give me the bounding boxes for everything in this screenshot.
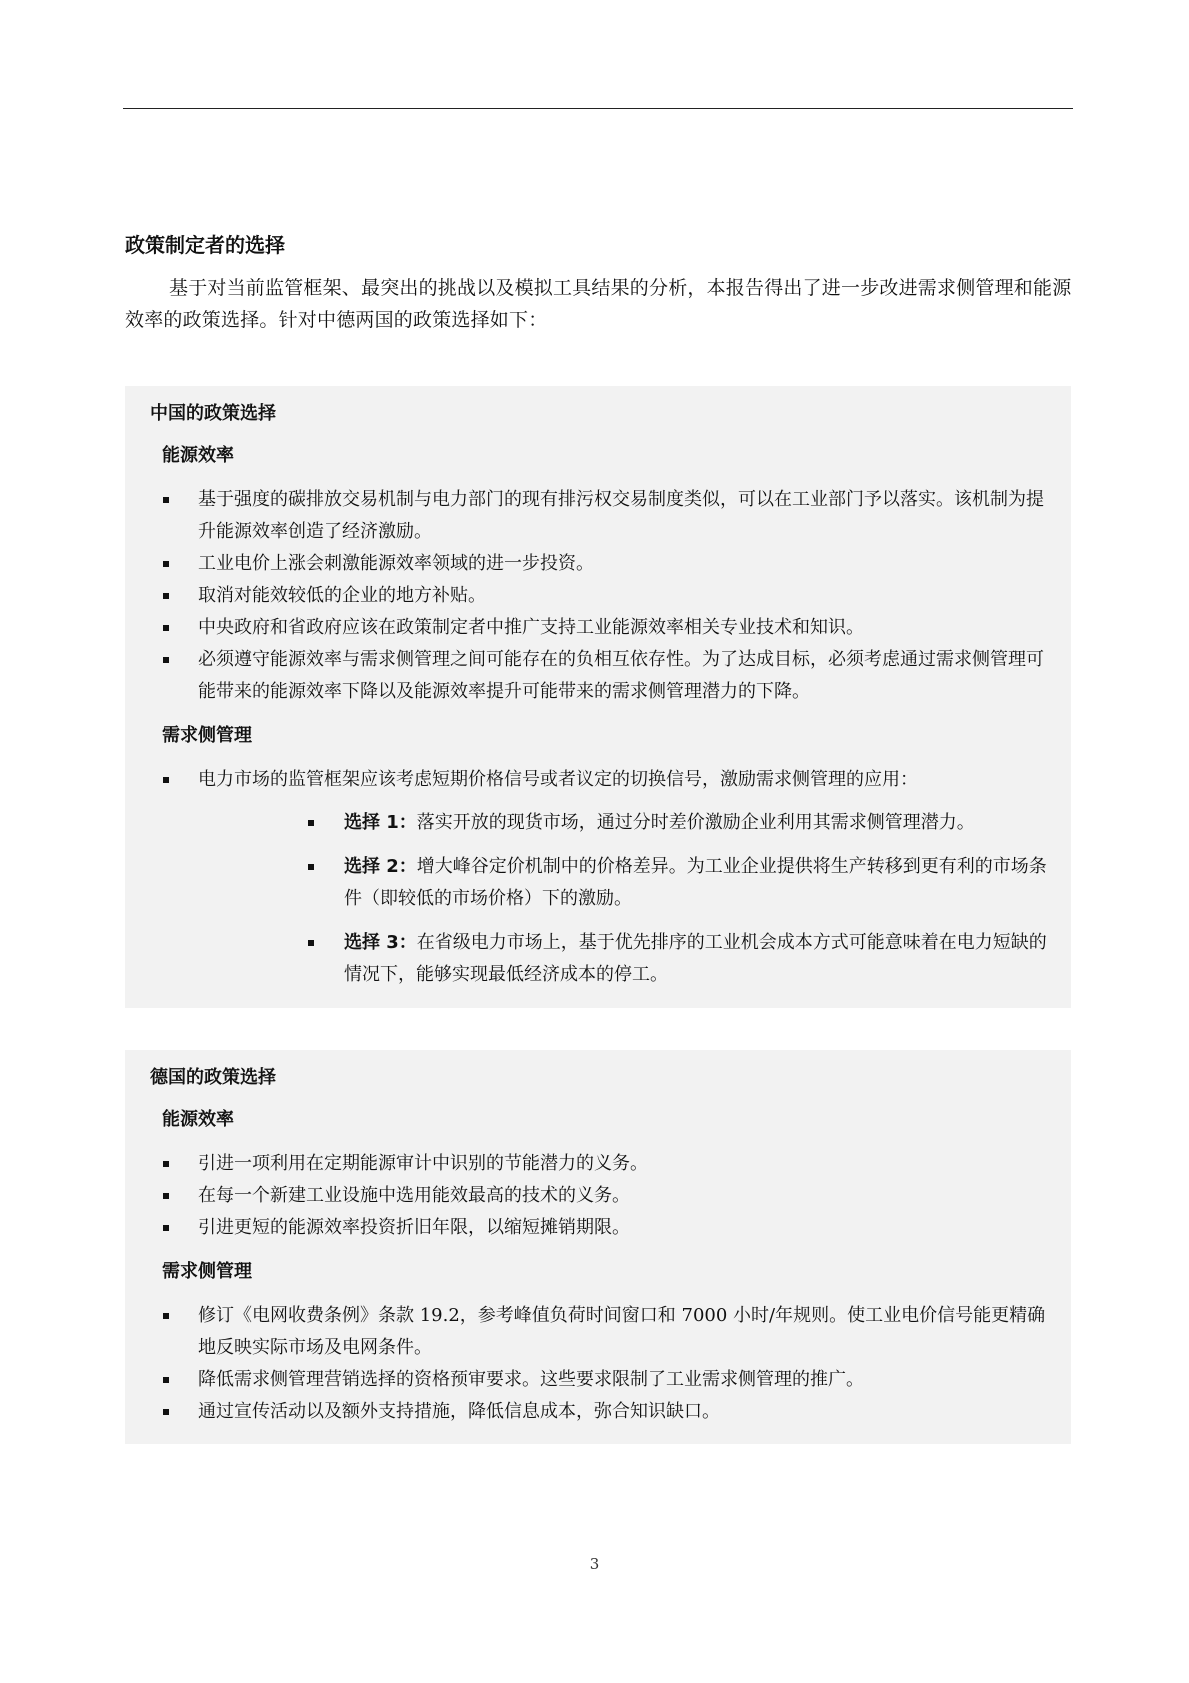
- option-label: 选择 3：: [344, 932, 417, 953]
- china-box-title: 中国的政策选择: [150, 403, 276, 424]
- section-heading: 政策制定者的选择: [125, 233, 285, 257]
- list-item: 基于强度的碳排放交易机制与电力部门的现有排污权交易制度类似，可以在工业部门予以落实。该机制为提升能源效率创造了经济激励。: [163, 484, 1055, 548]
- china-ee-list: [163, 484, 1055, 708]
- header-rule: [123, 108, 1073, 109]
- list-item: 引进更短的能源效率投资折旧年限，以缩短摊销期限。: [163, 1212, 1055, 1244]
- bullet-icon: [163, 777, 169, 783]
- china-dsm-list: [163, 764, 1055, 796]
- bullet-icon: [163, 1409, 169, 1415]
- china-ee-title: 能源效率: [162, 445, 234, 466]
- china-dsm-options: [308, 807, 1055, 1003]
- china-dsm-title: 需求侧管理: [162, 725, 252, 746]
- intro-paragraph: 基于对当前监管框架、最突出的挑战以及模拟工具结果的分析，本报告得出了进一步改进需求侧管理和能源效率的政策选择。针对中德两国的政策选择如下：: [125, 277, 1072, 331]
- option-item: [308, 927, 1055, 991]
- bullet-icon: [163, 1161, 169, 1167]
- list-item: 通过宣传活动以及额外支持措施，降低信息成本，弥合知识缺口。: [163, 1396, 1055, 1428]
- list-item: 在每一个新建工业设施中选用能效最高的技术的义务。: [163, 1180, 1055, 1212]
- list-item: 降低需求侧管理营销选择的资格预审要求。这些要求限制了工业需求侧管理的推广。: [163, 1364, 1055, 1396]
- germany-box-title: 德国的政策选择: [150, 1067, 276, 1088]
- page-number: 3: [589, 1555, 600, 1573]
- china-policy-box: [125, 386, 1071, 1008]
- germany-ee-list: [163, 1148, 1055, 1244]
- bullet-icon: [163, 593, 169, 599]
- germany-dsm-list: [163, 1300, 1055, 1428]
- bullet-icon: [163, 561, 169, 567]
- option-text: 在省级电力市场上，基于优先排序的工业机会成本方式可能意味着在电力短缺的情况下，能够实现最低经济成本的停工。: [344, 932, 1047, 985]
- bullet-icon: [163, 1225, 169, 1231]
- bullet-icon: [163, 1377, 169, 1383]
- option-text: 增大峰谷定价机制中的价格差异。为工业企业提供将生产转移到更有利的市场条件（即较低的市场价格）下的激励。: [344, 856, 1047, 909]
- list-item: 中央政府和省政府应该在政策制定者中推广支持工业能源效率相关专业技术和知识。: [163, 612, 1055, 644]
- list-item: 必须遵守能源效率与需求侧管理之间可能存在的负相互依存性。为了达成目标，必须考虑通过需求侧管理可能带来的能源效率下降以及能源效率提升可能带来的需求侧管理潜力的下降。: [163, 644, 1055, 708]
- list-item: 修订《电网收费条例》条款 19.2，参考峰值负荷时间窗口和 7000 小时/年规则。使工业电价信号能更精确地反映实际市场及电网条件。: [163, 1300, 1055, 1364]
- bullet-icon: [163, 1313, 169, 1319]
- bullet-icon: [308, 864, 314, 870]
- list-item: 引进一项利用在定期能源审计中识别的节能潜力的义务。: [163, 1148, 1055, 1180]
- germany-ee-title: 能源效率: [162, 1109, 234, 1130]
- bullet-icon: [308, 940, 314, 946]
- germany-dsm-title: 需求侧管理: [162, 1261, 252, 1282]
- bullet-icon: [163, 657, 169, 663]
- option-text: 落实开放的现货市场，通过分时差价激励企业利用其需求侧管理潜力。: [416, 812, 975, 833]
- option-item: [308, 807, 1055, 839]
- option-item: [308, 851, 1055, 915]
- list-item: 工业电价上涨会刺激能源效率领域的进一步投资。: [163, 548, 1055, 580]
- bullet-icon: [163, 625, 169, 631]
- list-item: 电力市场的监管框架应该考虑短期价格信号或者议定的切换信号，激励需求侧管理的应用：: [163, 764, 1055, 796]
- option-label: 选择 1：: [344, 812, 417, 833]
- list-item: 取消对能效较低的企业的地方补贴。: [163, 580, 1055, 612]
- germany-policy-box: [125, 1050, 1071, 1444]
- option-label: 选择 2：: [344, 856, 417, 877]
- bullet-icon: [163, 1193, 169, 1199]
- bullet-icon: [308, 820, 314, 826]
- bullet-icon: [163, 497, 169, 503]
